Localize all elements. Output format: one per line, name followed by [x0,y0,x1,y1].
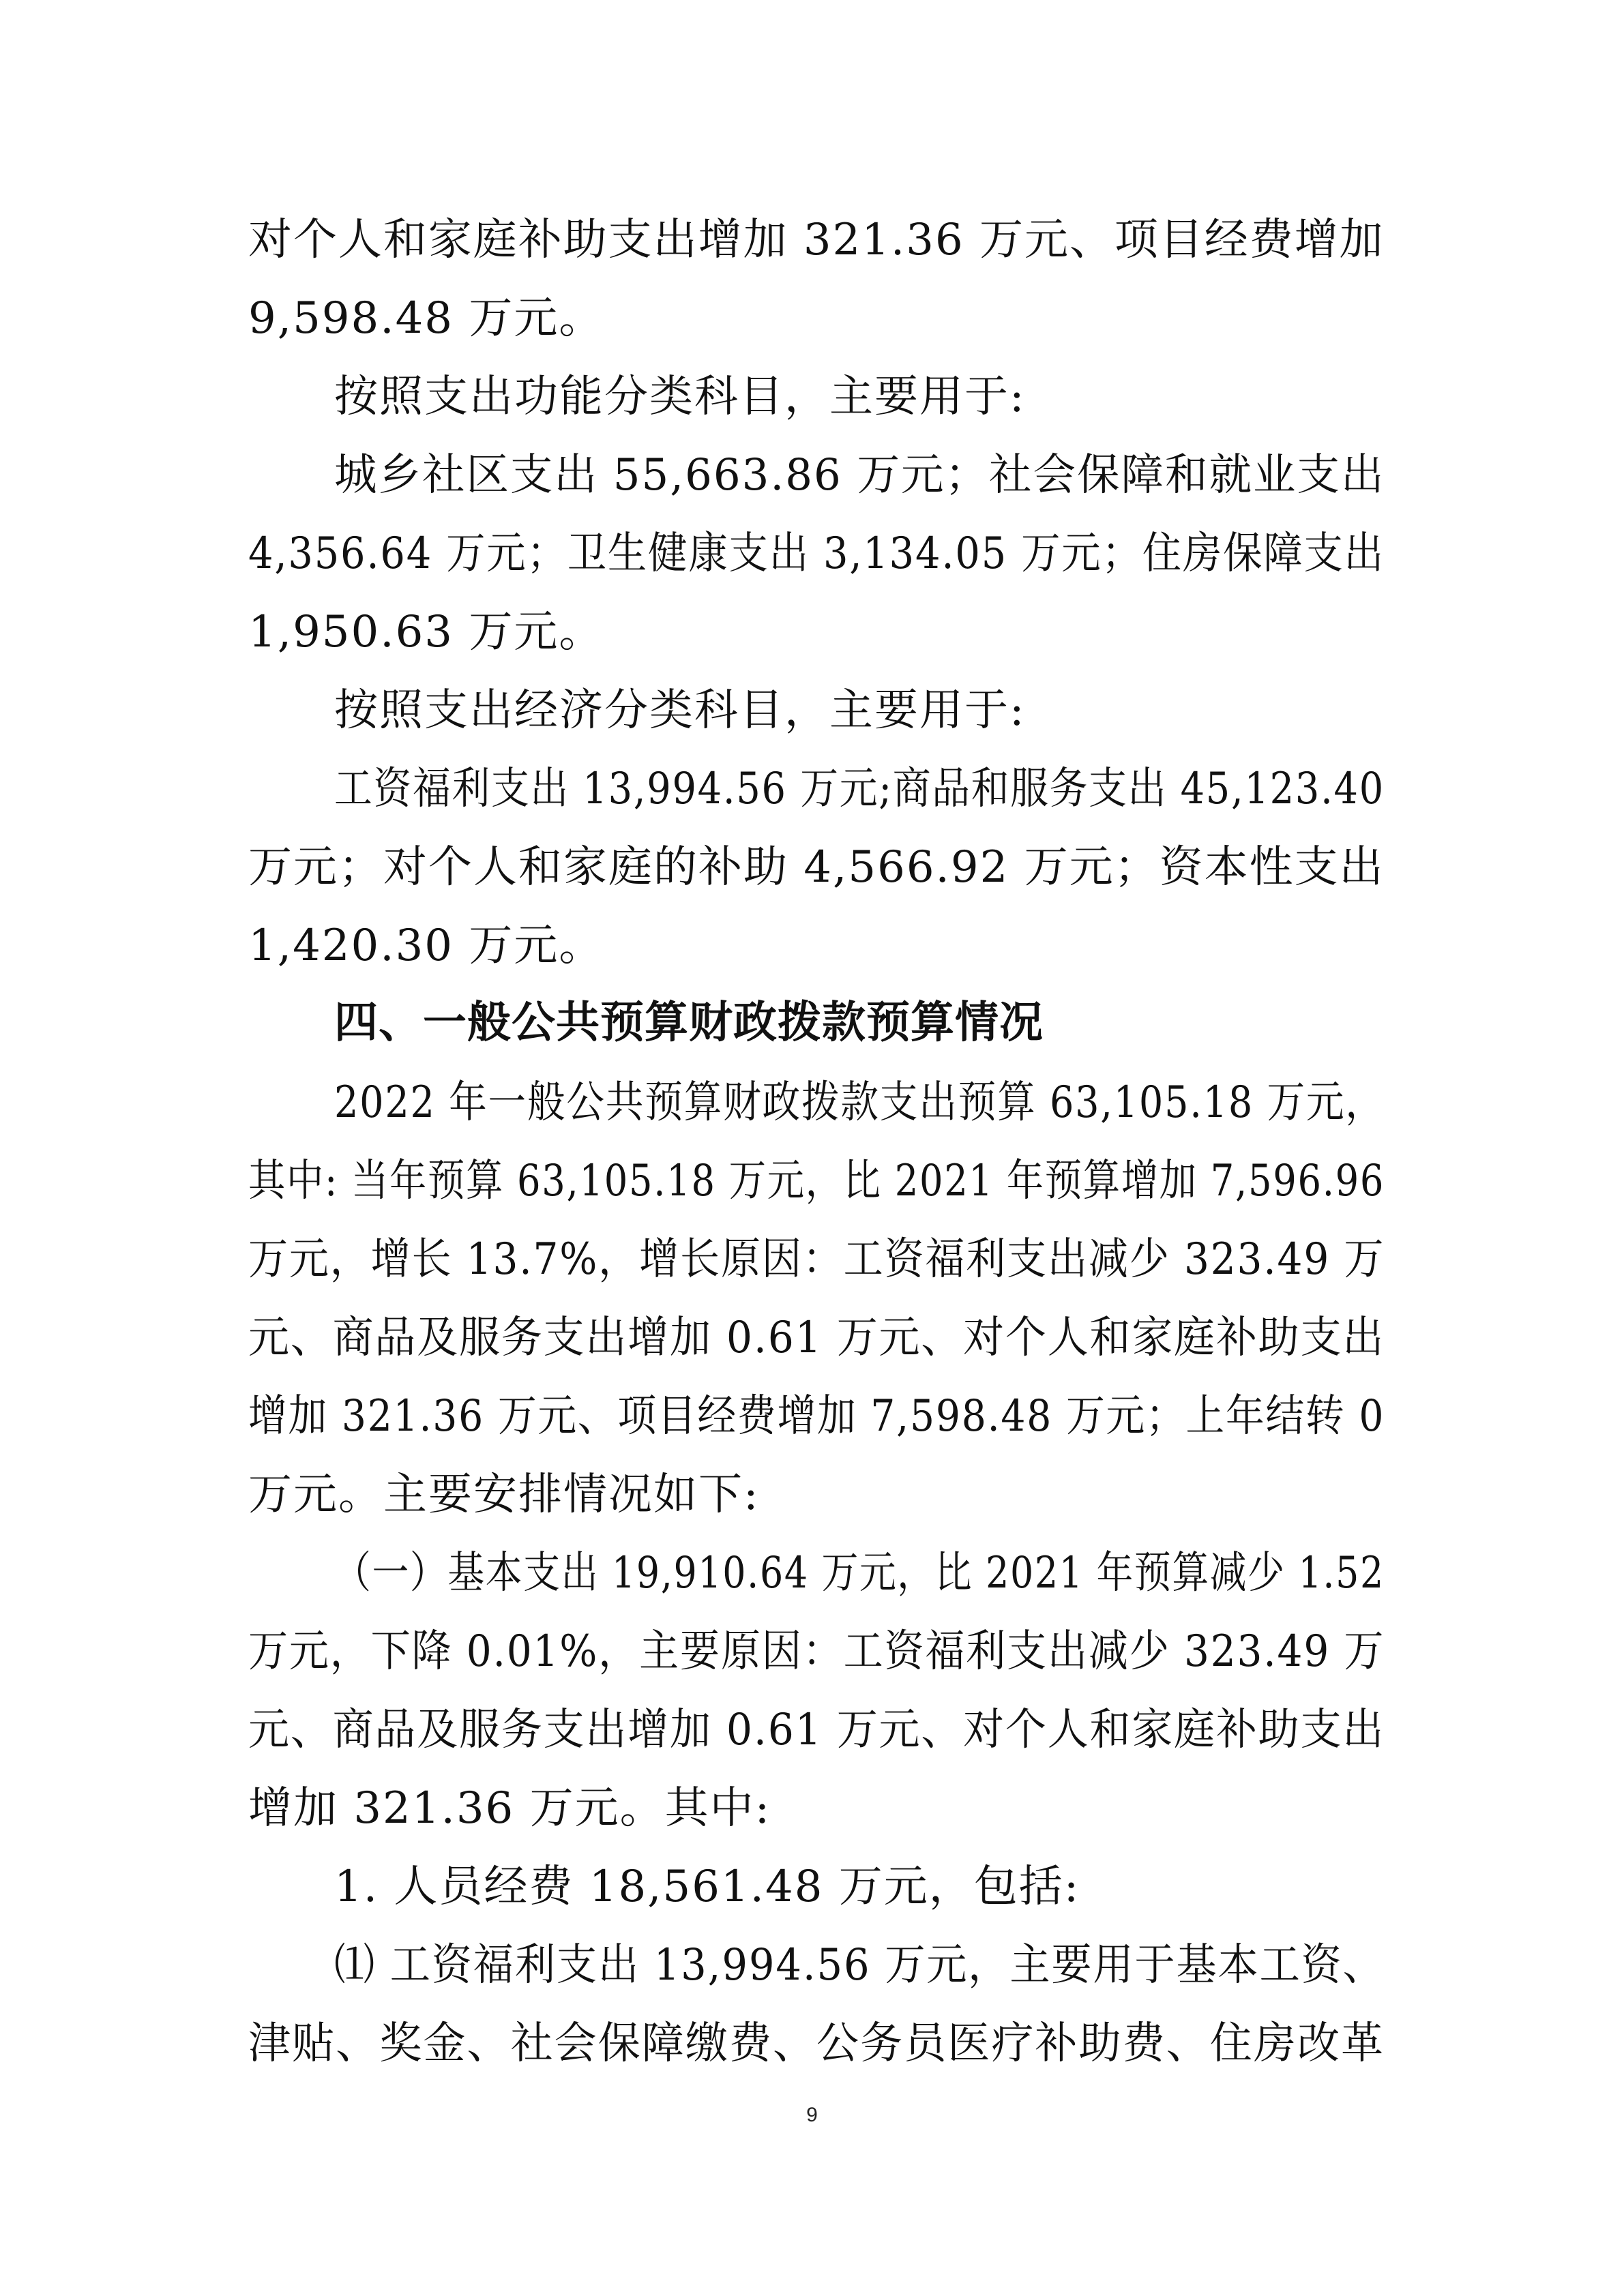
body-text-line: 增加 321.36 万元。其中: [248,1783,771,1834]
body-text-line: 增加 321.36 万元、项目经费增加 7,598.48 万元；上年结转 0 [248,1391,1385,1442]
body-text-line: 万元。主要安排情况如下: [248,1470,760,1520]
body-text-line: 万元，下降 0.01%，主要原因：工资福利支出减少 323.49 万 [248,1626,1385,1677]
body-text-line: 津贴、奖金、社会保障缴费、公务员医疗补助费、住房改革 [248,2018,1385,2069]
body-text-line: 元、商品及服务支出增加 0.61 万元、对个人和家庭补助支出 [248,1313,1385,1363]
body-text-line: ⑴ 工资福利支出 13,994.56 万元，主要用于基本工资、 [334,1940,1385,1991]
section-heading: 四、一般公共预算财政拨款预算情况 [334,998,1044,1048]
body-text-line: 对个人和家庭补助支出增加 321.36 万元、项目经费增加 [248,215,1385,265]
body-text-line: 按照支出功能分类科目，主要用于: [334,372,1026,422]
body-text-line: 9,598.48 万元。 [248,293,604,344]
body-text-line: 万元；对个人和家庭的补助 4,566.92 万元；资本性支出 [248,842,1385,893]
body-text-line: 1. 人员经费 18,561.48 万元，包括: [334,1862,1080,1912]
body-text-line: （一）基本支出 19,910.64 万元，比 2021 年预算减少 1.52 [334,1548,1385,1598]
body-text-line: 4,356.64 万元；卫生健康支出 3,134.05 万元；住房保障支出 [248,528,1385,579]
body-text-line: 2022 年一般公共预算财政拨款支出预算 63,105.18 万元， [334,1077,1385,1128]
body-text-line: 工资福利支出 13,994.56 万元;商品和服务支出 45,123.40 [334,764,1385,814]
body-text-line: 1,420.30 万元。 [248,921,604,971]
body-text-line: 万元，增长 13.7%，增长原因：工资福利支出减少 323.49 万 [248,1234,1385,1285]
page-number: 9 [806,2104,818,2126]
body-text-line: 元、商品及服务支出增加 0.61 万元、对个人和家庭补助支出 [248,1705,1385,1755]
body-text-line: 城乡社区支出 55,663.86 万元；社会保障和就业支出 [334,450,1385,501]
body-text-line: 按照支出经济分类科目，主要用于: [334,685,1026,736]
body-text-line: 1,950.63 万元。 [248,607,604,657]
body-text-line: 其中: 当年预算 63,105.18 万元，比 2021 年预算增加 7,596.96 [248,1156,1385,1206]
